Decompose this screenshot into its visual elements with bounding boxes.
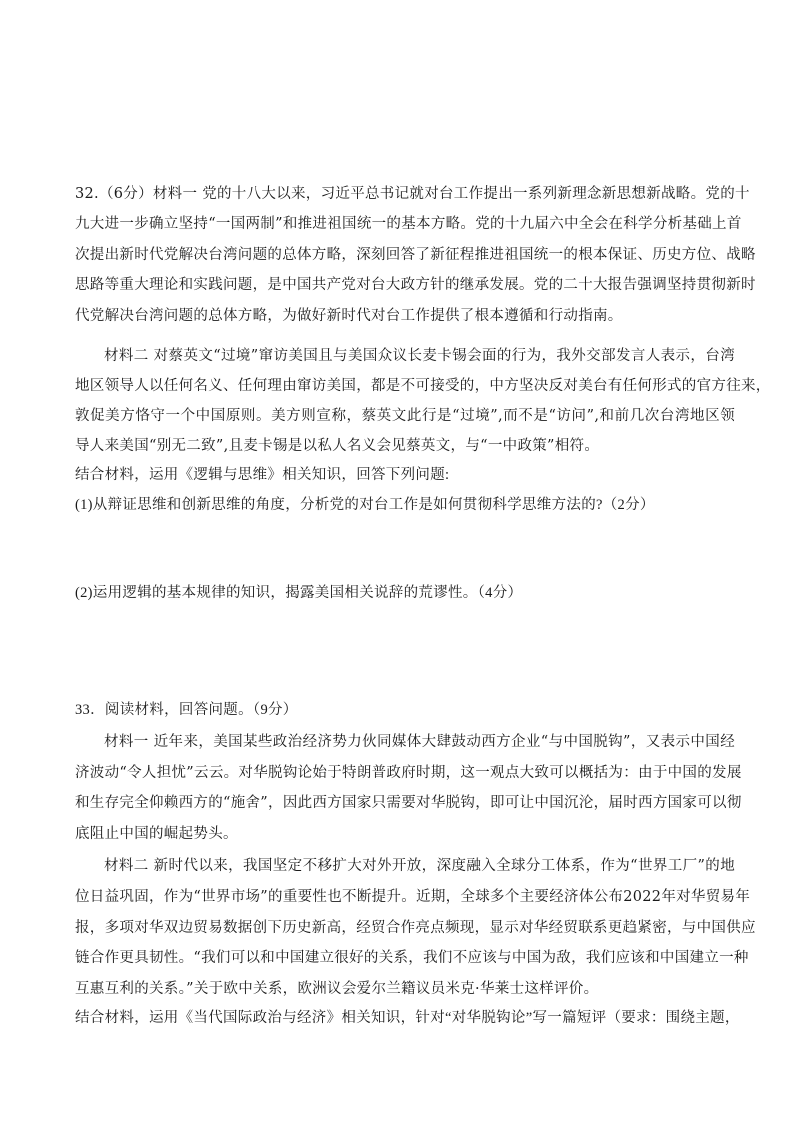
q33-material2-line-3: 报，多项对华双边贸易数据创下历史新高，经贸合作亮点频现，显示对华经贸联系更趋紧密，与中国供应 xyxy=(75,920,756,936)
q33-material2-line-4: 链合作更具韧性。“我们可以和中国建立很好的关系，我们不应该与中国为敌，我们应该和中国建立一种 xyxy=(75,950,749,966)
q32-material2-line-2: 地区领导人以任何名义、任何理由窜访美国，都是不可接受的，中方坚决反对美台有任何形式的官方往来， xyxy=(75,378,771,394)
q33-material1-line-4: 底阻止中国的崛起势头。 xyxy=(75,826,238,842)
q33-title: 33．阅读材料，回答问题。（9分） xyxy=(75,702,298,718)
q32-line-1: 32.（6分）材料一 党的十八大以来，习近平总书记就对台工作提出一系列新理念新思想新战略。党的十 xyxy=(75,186,750,202)
q32-instruction: 结合材料，运用《逻辑与思维》相关知识，回答下列问题: xyxy=(75,467,450,483)
q33-material2-line-1: 材料二 新时代以来，我国坚定不移扩大对外开放，深度融入全球分工体系，作为“世界工厂”的地 xyxy=(104,858,735,874)
q33-material1-line-2: 济波动“令人担忧”云云。对华脱钩论始于特朗普政府时期，这一观点大致可以概括为：由于中国的发展 xyxy=(75,765,742,781)
q32-line-4: 思路等重大理论和实践问题，是中国共产党对台大政方针的继承发展。党的二十大报告强调坚持贯彻新时 xyxy=(75,277,756,293)
q32-line-5: 代党解决台湾问题的总体方略，为做好新时代对台工作提供了根本遵循和行动指南。 xyxy=(75,308,623,324)
q33-material2-line-2: 位日益巩固，作为“世界市场”的重要性也不断提升。近期，全球多个主要经济体公布2022年对华贸易年 xyxy=(75,889,751,905)
q32-line-3: 次提出新时代党解决台湾问题的总体方略，深刻回答了新征程推进祖国统一的根本保证、历史方位、战略 xyxy=(75,247,756,263)
q33-material1-line-3: 和生存完全仰赖西方的“施舍”，因此西方国家只需要对华脱钩，即可让中国沉沦，届时西方国家可以彻 xyxy=(75,795,742,811)
q32-material2-line-4: 导人来美国“别无二致”,且麦卡锡是以私人名义会见蔡英文，与“一中政策”相符。 xyxy=(75,438,600,454)
q32-subquestion-2: (2)运用逻辑的基本规律的知识，揭露美国相关说辞的荒谬性。（4分） xyxy=(75,585,523,601)
q33-material2-line-5: 互惠互利的关系。”关于欧中关系，欧洲议会爱尔兰籍议员米克·华莱士这样评价。 xyxy=(75,981,599,997)
q32-line-2: 九大进一步确立坚持“一国两制”和推进祖国统一的基本方略。党的十九届六中全会在科学分析基础上首 xyxy=(75,216,742,232)
q33-instruction: 结合材料，运用《当代国际政治与经济》相关知识，针对“对华脱钩论”写一篇短评（要求：围绕主题， xyxy=(75,1010,740,1026)
q32-material2-line-3: 敦促美方恪守一个中国原则。美方则宣称，蔡英文此行是“过境”,而不是“访问”,和前几次台湾地区领 xyxy=(75,408,735,424)
q32-material2-line-1: 材料二 对蔡英文“过境”窜访美国且与美国众议长麦卡锡会面的行为，我外交部发言人表示，台湾 xyxy=(104,348,735,364)
q32-subquestion-1: (1)从辩证思维和创新思维的角度，分析党的对台工作是如何贯彻科学思维方法的?（2分） xyxy=(75,497,655,513)
q33-material1-line-1: 材料一 近年来，美国某些政治经济势力伙同媒体大肆鼓动西方企业“与中国脱钩”，又表示中国经 xyxy=(104,734,735,750)
